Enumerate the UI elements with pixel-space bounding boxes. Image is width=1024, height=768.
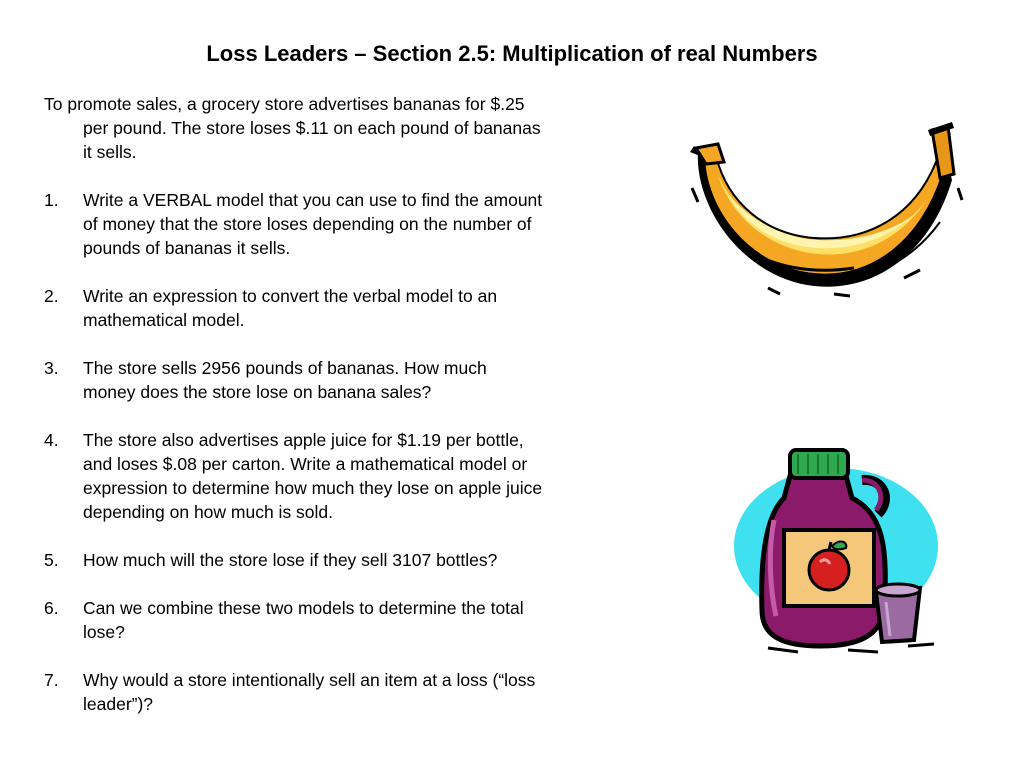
banana-icon bbox=[684, 118, 964, 308]
question-text: Write a VERBAL model that you can use to find the amount of money that the store loses depending on the number of pounds of bananas it sells. bbox=[83, 190, 543, 258]
question-2 bbox=[44, 284, 544, 332]
question-list bbox=[44, 188, 544, 716]
question-text: Why would a store intentionally sell an item at a loss (“loss leader”)? bbox=[83, 670, 536, 714]
question-text: Can we combine these two models to determine the total lose? bbox=[83, 598, 524, 642]
question-text: Write an expression to convert the verbal model to an mathematical model. bbox=[83, 286, 498, 330]
question-number: 5. bbox=[44, 550, 59, 570]
question-6 bbox=[44, 596, 544, 644]
intro-paragraph: To promote sales, a grocery store advertises bananas for $.25 per pound. The store loses $.11 on each pound of bananas it sells. bbox=[44, 94, 541, 162]
question-number: 3. bbox=[44, 358, 59, 378]
apple-juice-bottle-icon bbox=[728, 440, 943, 660]
question-number: 2. bbox=[44, 286, 59, 306]
question-1 bbox=[44, 188, 544, 260]
question-number: 1. bbox=[44, 190, 59, 210]
question-number: 6. bbox=[44, 598, 59, 618]
question-4 bbox=[44, 428, 544, 524]
slide-body bbox=[44, 92, 544, 716]
slide-title: Loss Leaders – Section 2.5: Multiplication of real Numbers bbox=[206, 41, 818, 66]
question-number: 4. bbox=[44, 430, 59, 450]
question-number: 7. bbox=[44, 670, 59, 690]
question-3 bbox=[44, 356, 544, 404]
question-text: How much will the store lose if they sell 3107 bottles? bbox=[83, 550, 498, 570]
question-5 bbox=[44, 548, 544, 572]
question-text: The store sells 2956 pounds of bananas. How much money does the store lose on banana sales? bbox=[83, 358, 487, 402]
question-text: The store also advertises apple juice for $1.19 per bottle, and loses $.08 per carton. Write a mathematical model or expression to determine how much they lose on apple juice depending on how much is sold. bbox=[83, 430, 543, 522]
question-7 bbox=[44, 668, 544, 716]
